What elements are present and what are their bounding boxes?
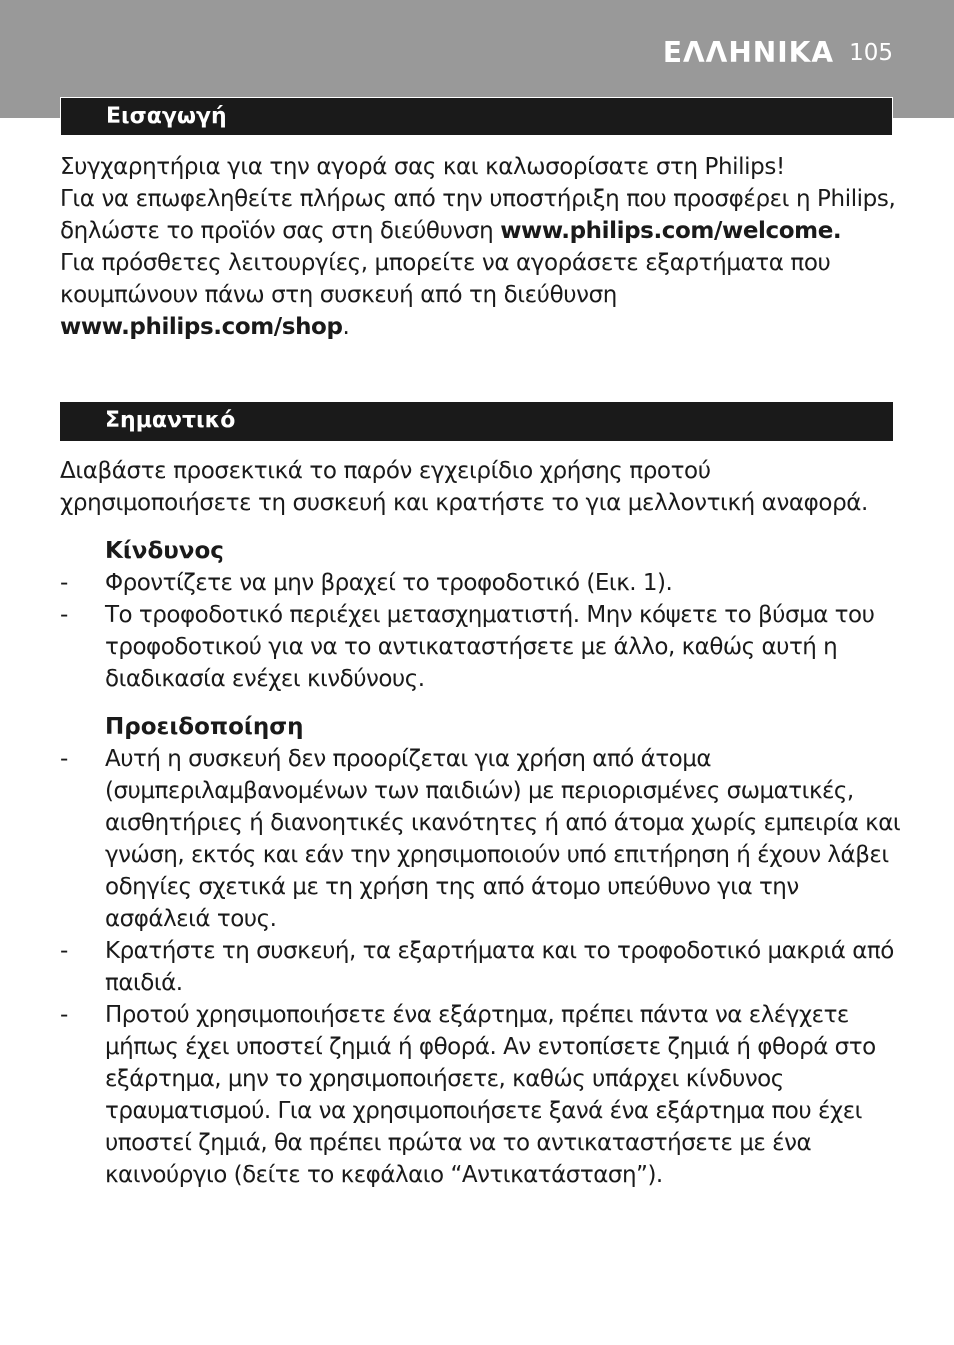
register-link[interactable]: www.philips.com/welcome. <box>500 218 842 244</box>
bullet-dash: - <box>60 1002 68 1028</box>
intro-text <box>60 151 905 343</box>
intro-paragraph-3 <box>60 247 905 343</box>
list-item-text: Κρατήστε τη συσκευή, τα εξαρτήματα και το τροφοδοτικό μακριά από παιδιά. <box>105 938 894 996</box>
intro-paragraph-3-end: . <box>342 314 350 340</box>
important-intro-paragraph: Διαβάστε προσεκτικά το παρόν εγχειρίδιο χρήσης προτού χρησιμοποιήσετε τη συσκευή και κρατήστε το για μελλοντική αναφορά. <box>60 458 868 516</box>
bullet-dash: - <box>60 602 68 628</box>
intro-paragraph-1: Συγχαρητήρια για την αγορά σας και καλωσορίσατε στη Philips! <box>60 154 785 180</box>
list-item-text: Το τροφοδοτικό περιέχει μετασχηματιστή. Μην κόψετε το βύσμα του τροφοδοτικού για να το αντικαταστήσετε με άλλο, καθώς αυτή η διαδικασία ενέχει κινδύνους. <box>105 602 875 692</box>
language-title: ΕΛΛΗΝΙΚΑ <box>662 36 834 69</box>
shop-link[interactable]: www.philips.com/shop <box>60 314 343 340</box>
bullet-dash: - <box>60 938 68 964</box>
list-item-text: Αυτή η συσκευή δεν προορίζεται για χρήση από άτομα (συμπεριλαμβανομένων των παιδιών) με περιορισμένες σωματικές, αισθητήριες ή διανοητικές ικανότητες ή από άτομα χωρίς εμπειρία και γνώση, εκτός και εάν την χρησιμοποιούν υπό επιτήρηση ή έχουν λάβει οδηγίες σχετικά με τη χρήση της από άτομο υπεύθυνο για την ασφάλειά τους. <box>105 746 901 932</box>
intro-paragraph-3-text: Για πρόσθετες λειτουργίες, μπορείτε να αγοράσετε εξαρτήματα που κουμπώνουν πάνω στη συσκευή από τη διεύθυνση <box>60 250 831 308</box>
list-item <box>60 935 905 999</box>
section-heading-intro-label: Εισαγωγή <box>106 104 227 129</box>
list-item <box>60 743 905 935</box>
page-number: 105 <box>849 40 893 66</box>
intro-paragraph-2-text: Για να επωφεληθείτε πλήρως από την υποστήριξη που προσφέρει η Philips, δηλώστε το προϊόν σας στη διεύθυνση <box>60 186 896 244</box>
bullet-dash: - <box>60 746 68 772</box>
warning-heading: Προειδοποίηση <box>105 714 304 740</box>
section-heading-important-label: Σημαντικό <box>105 408 236 433</box>
list-item-text: Φροντίζετε να μην βραχεί το τροφοδοτικό (Εικ. 1). <box>105 570 673 596</box>
important-intro-text <box>60 455 905 519</box>
warning-list <box>60 743 905 1191</box>
list-item-text: Προτού χρησιμοποιήσετε ένα εξάρτημα, πρέπει πάντα να ελέγχετε μήπως έχει υποστεί ζημιά ή φθορά. Αν εντοπίσετε ζημιά ή φθορά στο εξάρτημα, μην το χρησιμοποιήσετε, καθώς υπάρχει κίνδυνος τραυματισμού. Για να χρησιμοποιήσετε ξανά ένα εξάρτημα που έχει υποστεί ζημιά, θα πρέπει πρώτα να το αντικαταστήσετε με ένα καινούργιο (δείτε το κεφάλαιο “Αντικατάσταση”). <box>105 1002 876 1188</box>
bullet-dash: - <box>60 570 68 596</box>
list-item <box>60 599 905 695</box>
list-item <box>60 999 905 1191</box>
list-item <box>60 567 905 599</box>
intro-paragraph-2 <box>60 183 905 247</box>
danger-heading: Κίνδυνος <box>105 538 224 564</box>
section-heading-important <box>60 402 893 441</box>
danger-list <box>60 567 905 695</box>
section-heading-intro <box>60 97 893 136</box>
